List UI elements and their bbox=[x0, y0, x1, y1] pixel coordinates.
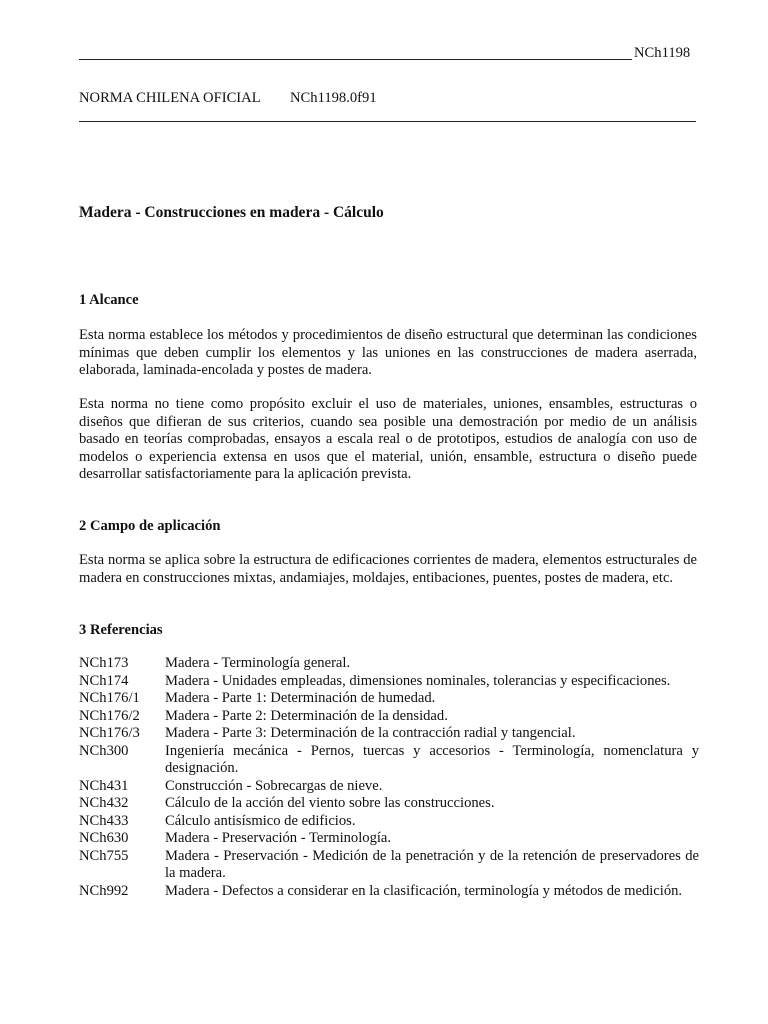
reference-code: NCh173 bbox=[79, 655, 129, 671]
document-title: Madera - Construcciones en madera - Cálculo bbox=[79, 204, 384, 221]
reference-row bbox=[79, 795, 699, 813]
header-top-code: NCh1198 bbox=[634, 45, 691, 61]
reference-row bbox=[79, 673, 699, 691]
reference-code: NCh174 bbox=[79, 672, 129, 689]
reference-description: Madera - Parte 3: Determinación de la contracción radial y tangencial. bbox=[165, 725, 576, 741]
reference-row bbox=[79, 725, 699, 743]
reference-code: NCh755 bbox=[79, 847, 129, 864]
references-list bbox=[79, 655, 699, 900]
reference-row bbox=[79, 813, 699, 831]
reference-description: Ingeniería mecánica - Pernos, tuercas y accesorios - Terminología, nomenclatura y designación. bbox=[165, 742, 699, 776]
reference-row bbox=[79, 655, 699, 673]
reference-description: Madera - Parte 1: Determinación de humedad. bbox=[165, 690, 436, 706]
reference-description: Cálculo antisísmico de edificios. bbox=[165, 812, 356, 829]
reference-code: NCh630 bbox=[79, 830, 129, 846]
reference-description: Madera - Unidades empleadas, dimensiones nominales, tolerancias y especificaciones. bbox=[165, 672, 671, 689]
reference-row bbox=[79, 830, 699, 848]
section-heading-alcance: 1 Alcance bbox=[79, 292, 139, 308]
reference-row bbox=[79, 690, 699, 708]
reference-code: NCh431 bbox=[79, 777, 129, 794]
campo-paragraph-1: Esta norma se aplica sobre la estructura de edificaciones corrientes de madera, elementos estructurales de madera en construcciones mixtas, andamiajes, moldajes, entibaciones, puentes, postes de madera, etc. bbox=[79, 552, 697, 586]
header-bottom-rule bbox=[79, 121, 696, 122]
alcance-paragraph-1: Esta norma establece los métodos y procedimientos de diseño estructural que determinan las condiciones mínimas que deben cumplir los elementos y las uniones en las construcciones de madera aserrada, elaborada, laminada-encolada y postes de madera. bbox=[79, 327, 697, 378]
reference-description: Madera - Parte 2: Determinación de la densidad. bbox=[165, 707, 448, 724]
section-heading-referencias: 3 Referencias bbox=[79, 622, 163, 638]
reference-code: NCh992 bbox=[79, 882, 129, 899]
alcance-paragraph-2: Esta norma no tiene como propósito excluir el uso de materiales, uniones, ensambles, estructuras o diseños que difieran de sus criterios, cuando sea posible una demostración por medio de un análisis basado en teorías comprobadas, ensayos a escala real o de prototipos, estudios de analogía con uso de modelos o experiencia extensa en usos que el material, unión, ensamble, estructura o diseño puede desarrollar satisfactoriamente para la aplicación prevista. bbox=[79, 396, 697, 482]
reference-row bbox=[79, 708, 699, 726]
reference-description: Cálculo de la acción del viento sobre las construcciones. bbox=[165, 795, 495, 811]
header-doc-code: NCh1198.0f91 bbox=[290, 90, 377, 106]
reference-description: Construcción - Sobrecargas de nieve. bbox=[165, 777, 383, 794]
reference-row bbox=[79, 883, 699, 901]
reference-description: Madera - Preservación - Medición de la penetración y de la retención de preservadores de la madera. bbox=[165, 847, 699, 881]
reference-row bbox=[79, 848, 699, 883]
header-org-label: NORMA CHILENA OFICIAL bbox=[79, 90, 261, 106]
reference-code: NCh432 bbox=[79, 795, 129, 811]
section-heading-campo: 2 Campo de aplicación bbox=[79, 518, 221, 534]
reference-description: Madera - Preservación - Terminología. bbox=[165, 830, 392, 846]
reference-code: NCh176/1 bbox=[79, 690, 140, 706]
reference-description: Madera - Defectos a considerar en la clasificación, terminología y métodos de medición. bbox=[165, 882, 683, 899]
header-top-rule bbox=[79, 59, 632, 60]
reference-code: NCh300 bbox=[79, 742, 129, 759]
reference-description: Madera - Terminología general. bbox=[165, 655, 351, 671]
reference-row bbox=[79, 778, 699, 796]
reference-code: NCh176/2 bbox=[79, 707, 140, 724]
reference-row bbox=[79, 743, 699, 778]
reference-code: NCh176/3 bbox=[79, 725, 140, 741]
reference-code: NCh433 bbox=[79, 812, 129, 829]
